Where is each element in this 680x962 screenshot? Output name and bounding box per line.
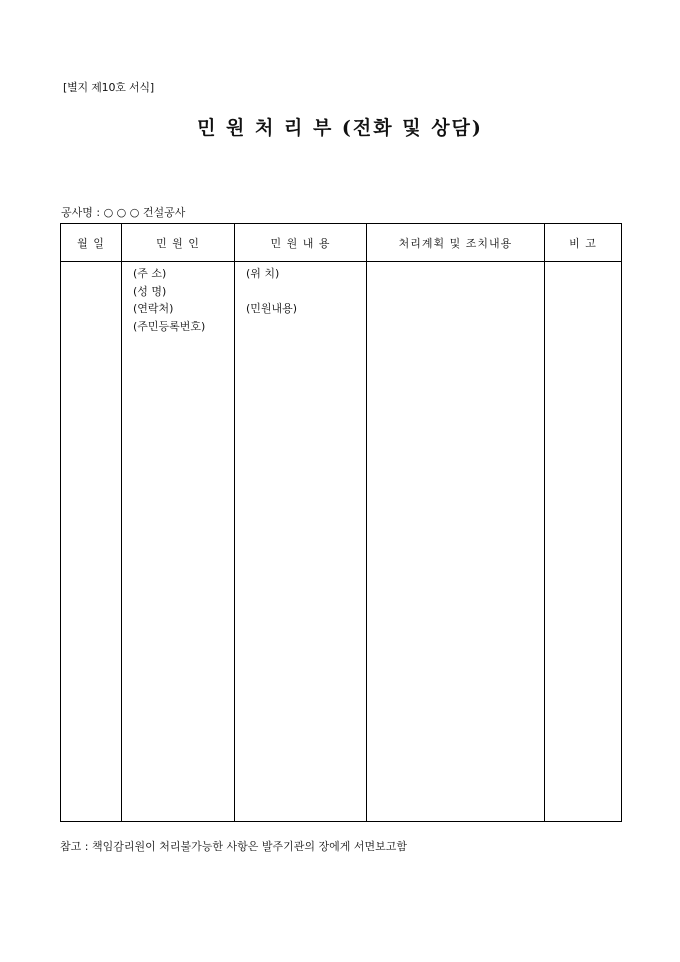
project-name: 공사명 : ○ ○ ○ 건설공사 [61,206,186,219]
content-cell[interactable] [235,262,367,822]
form-number: [별지 제10호 서식] [63,81,154,94]
col-header-remarks: 비 고 [545,224,622,262]
page-title: 민 원 처 리 부 (전화 및 상담) [197,117,483,139]
table-row [61,262,622,822]
col-header-action: 처리계획 및 조치내용 [367,224,545,262]
col-header-complainant: 민 원 인 [122,224,235,262]
name-field-label: (성 명) [133,284,167,298]
date-cell[interactable] [61,262,122,822]
action-cell[interactable] [367,262,545,822]
spacer-line [246,283,366,301]
complaint-register-table [60,223,622,822]
resident-number-field-label: (주민등록번호) [133,319,206,333]
contact-field-label: (연락처) [133,302,174,315]
table-header-row [61,224,622,262]
address-field-label: (주 소) [133,267,167,280]
location-field-label: (위 치) [246,267,280,280]
complainant-cell[interactable] [122,262,235,822]
col-header-date: 월 일 [61,224,122,262]
remarks-cell[interactable] [545,262,622,822]
complaint-content-field-label: (민원내용) [246,302,298,315]
col-header-content: 민 원 내 용 [235,224,367,262]
footer-note: 참고 : 책임감리원이 처리불가능한 사항은 발주기관의 장에게 서면보고함 [60,840,407,853]
